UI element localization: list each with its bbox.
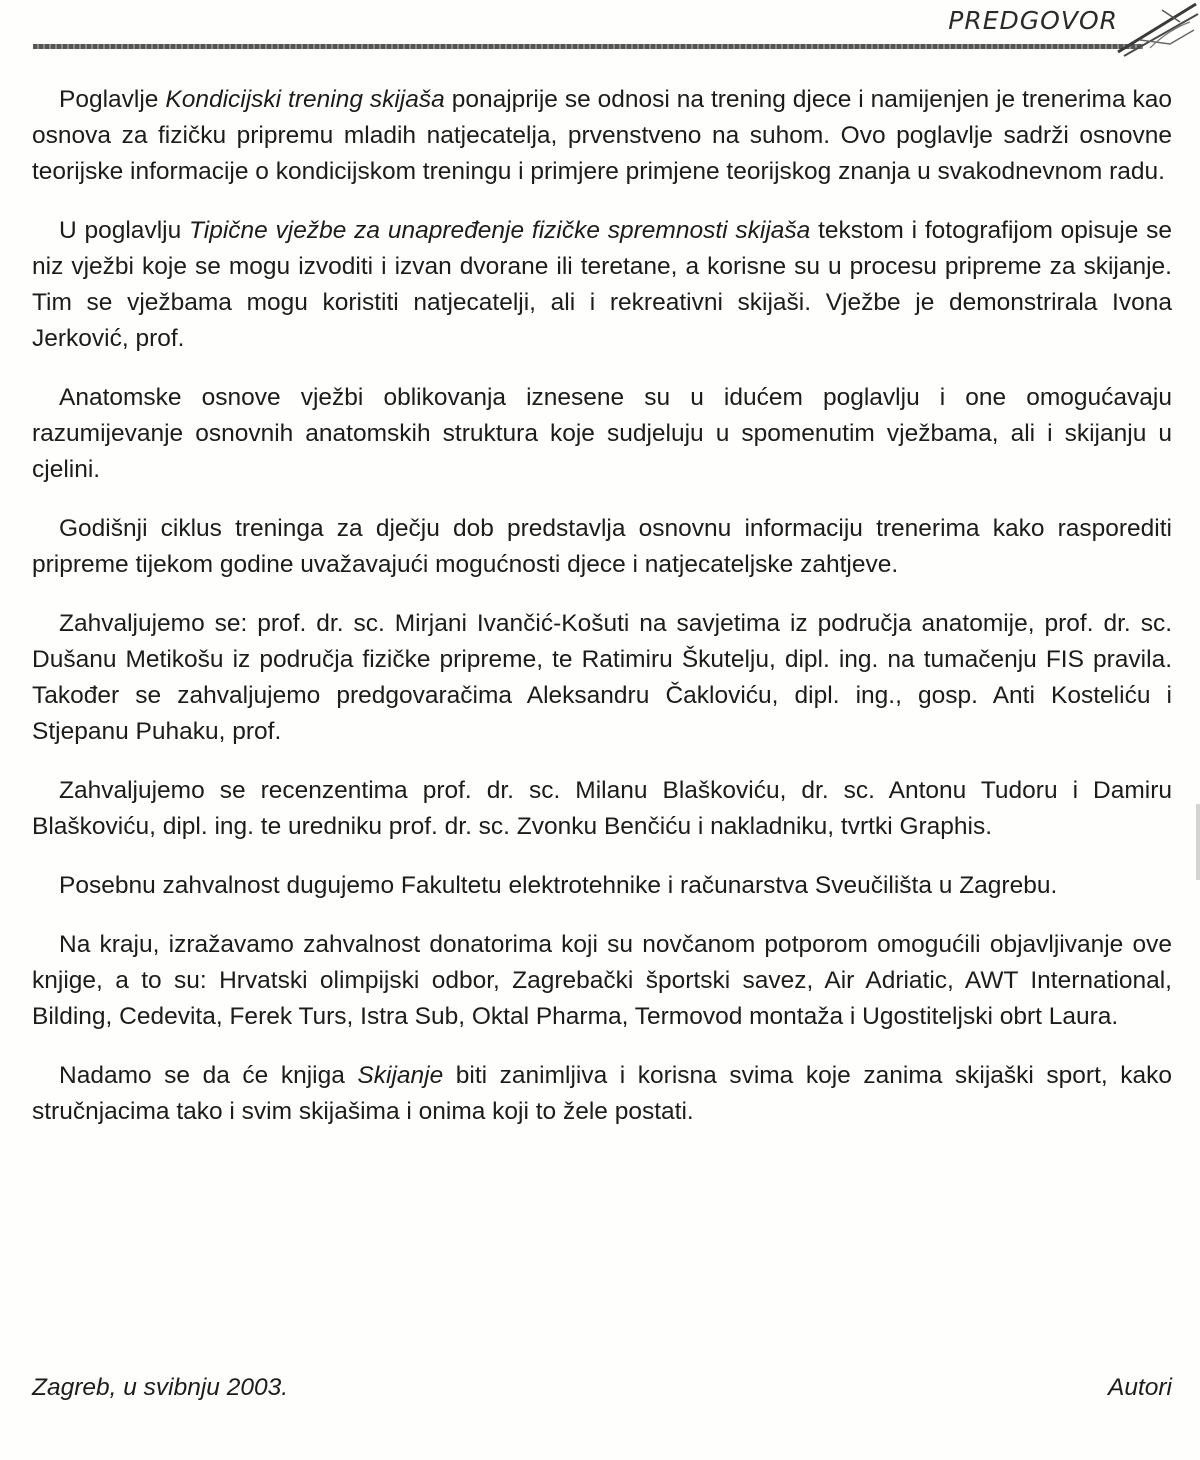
paragraph: Posebnu zahvalnost dugujemo Fakultetu elektrotehnike i računarstva Sveučilišta u Zagrebu. — [59, 872, 1058, 899]
chapter-title: PREDGOVOR — [948, 6, 1118, 35]
authors-signature: Autori — [1107, 1374, 1172, 1401]
ski-sketch-icon — [1110, 0, 1200, 60]
paragraph: Zahvaljujemo se recenzentima prof. dr. sc. Milanu Blaškoviću, dr. sc. Antonu Tudoru i Damiru Blaškoviću, dipl. ing. te uredniku prof. dr. sc. Zvonku Benčiću i nakladniku, tvrtki Graphis. — [32, 777, 1172, 840]
header-rule — [33, 44, 1143, 49]
paragraph: Godišnji ciklus treninga za dječju dob predstavlja osnovnu informaciju trenerima kako rasporediti pripreme tijekom godine uvažavajući mogućnosti djece i natjecateljske zahtjeve. — [32, 515, 1172, 578]
italic-title: Tipične vježbe za unapređenje fizičke spremnosti skijaša — [189, 217, 811, 244]
page-header — [0, 0, 1200, 60]
paragraph: Zahvaljujemo se: prof. dr. sc. Mirjani Ivančić-Košuti na savjetima iz područja anatomije, prof. dr. sc. Dušanu Metikošu iz područja fizičke pripreme, te Ratimiru Škutelju, dipl. ing. na tumačenju FIS pravila. Također se zahvaljujemo predgovaračima Aleksandru Čakloviću, dipl. ing., gosp. Anti Kosteliću i Stjepanu Puhaku, prof. — [32, 610, 1172, 745]
paragraph: Anatomske osnove vježbi oblikovanja iznesene su u idućem poglavlju i one omogućavaju razumijevanje osnovnih anatomskih struktura koje sudjeluju u spomenutim vježbama, ali i skijanju u cjelini. — [32, 384, 1172, 483]
paragraph: Poglavlje Kondicijski trening skijaša ponajprije se odnosi na trening djece i namijenjen je trenerima kao osnova za fizičku pripremu mladih natjecatelja, prvenstveno na suhom. Ovo poglavlje sadrži osnovne teorijske informacije o kondicijskom treningu i primjere primjene teorijskog znanja u svakodnevnom radu. — [32, 86, 1172, 185]
place-date: Zagreb, u svibnju 2003. — [32, 1374, 289, 1401]
paragraph: U poglavlju Tipične vježbe za unapređenje fizičke spremnosti skijaša tekstom i fotografijom opisuje se niz vježbi koje se mogu izvoditi i izvan dvorane ili teretane, a korisne su u procesu pripreme za skijanje. Tim se vježbama mogu koristiti natjecatelji, ali i rekreativni skijaši. Vježbe je demonstrirala Ivona Jerković, prof. — [32, 217, 1172, 352]
preface-body — [32, 82, 1172, 1153]
paragraph: Nadamo se da će knjiga Skijanje biti zanimljiva i korisna svima koje zanima skijaški sport, kako stručnjacima tako i svim skijašima i onima koji to žele postati. — [32, 1062, 1173, 1125]
italic-title: Kondicijski trening skijaša — [165, 86, 445, 113]
page-edge-mark — [1196, 804, 1200, 880]
paragraph: Na kraju, izražavamo zahvalnost donatorima koji su novčanom potporom omogućili objavljivanje ove knjige, a to su: Hrvatski olimpijski odbor, Zagrebački športski savez, Air Adriatic, AWT International, Bilding, Cedevita, Ferek Turs, Istra Sub, Oktal Pharma, Termovod montaža i Ugostiteljski obrt Laura. — [32, 931, 1172, 1030]
italic-title: Skijanje — [357, 1062, 444, 1089]
